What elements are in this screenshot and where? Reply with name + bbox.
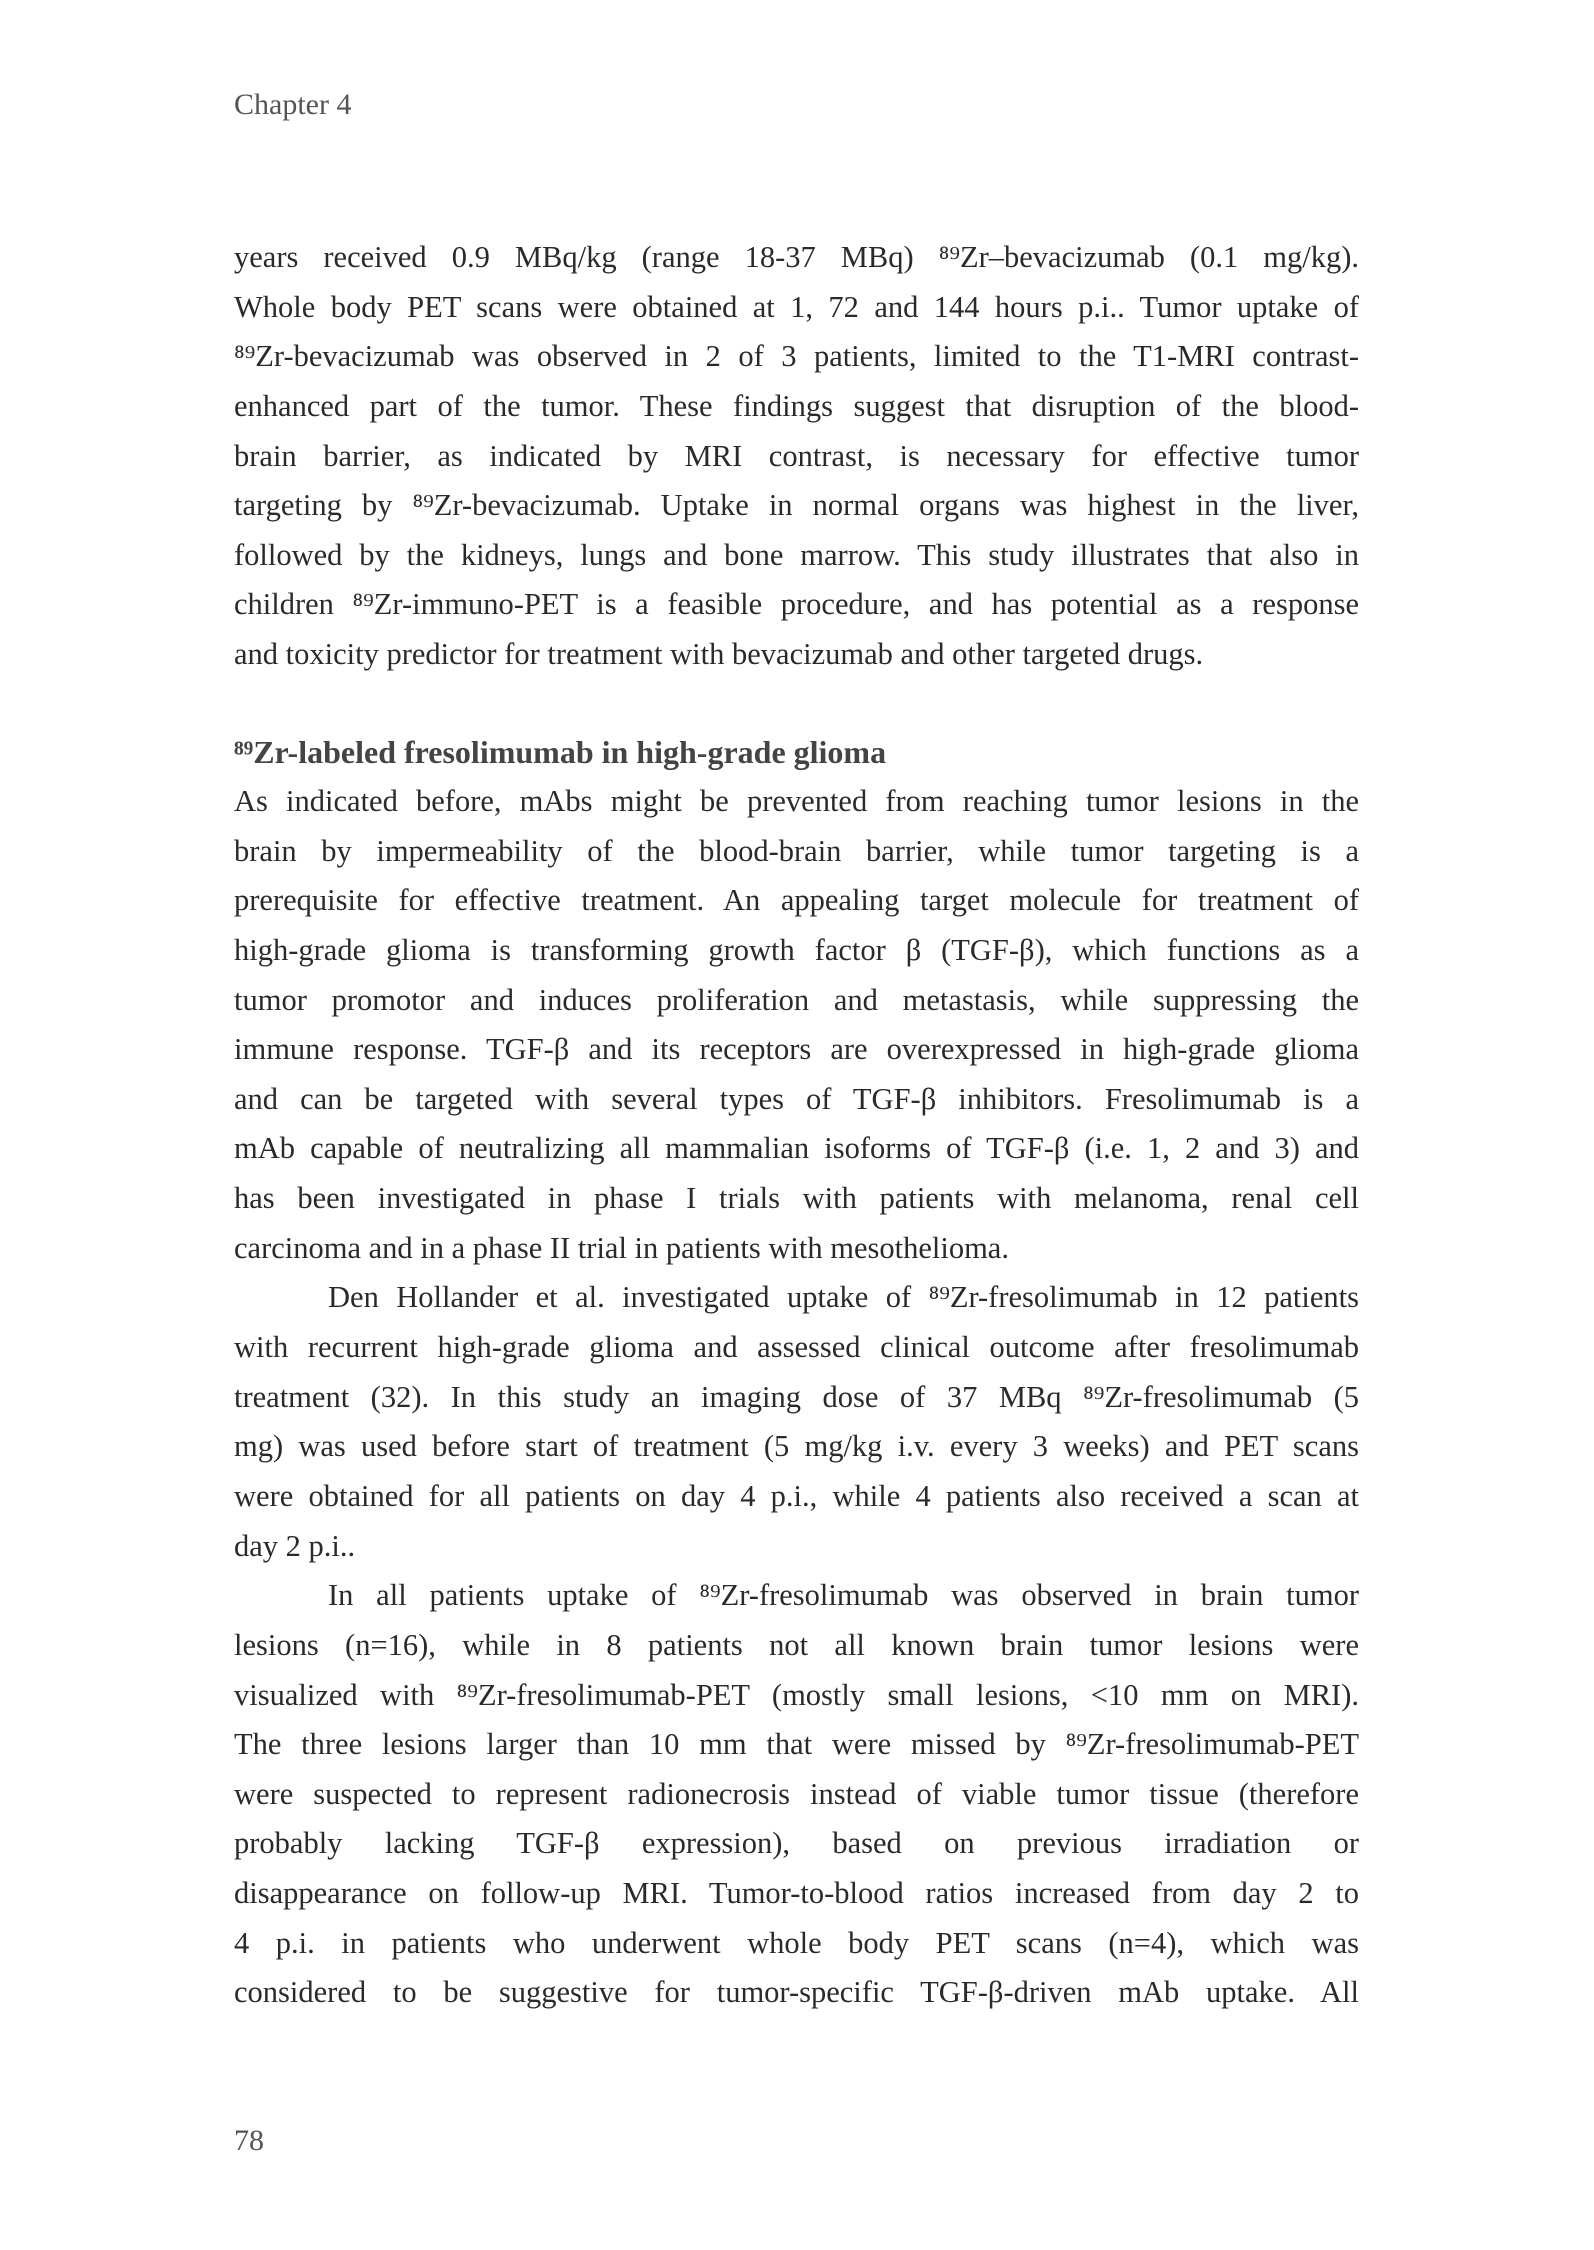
text-line: children ⁸⁹Zr-immuno-PET is a feasible procedure, and has potential as a response — [234, 587, 1359, 622]
text-line: visualized with ⁸⁹Zr-fresolimumab-PET (mostly small lesions, <10 mm on MRI). — [234, 1677, 1359, 1712]
text-line: mg) was used before start of treatment (5 mg/kg i.v. every 3 weeks) and PET scans — [234, 1429, 1359, 1464]
text-line: 4 p.i. in patients who underwent whole body PET scans (n=4), which was — [234, 1925, 1359, 1960]
text-line: considered to be suggestive for tumor-specific TGF-β-driven mAb uptake. All — [234, 1975, 1359, 2010]
text-line: enhanced part of the tumor. These findings suggest that disruption of the blood- — [234, 388, 1359, 423]
text-line: ⁸⁹Zr-bevacizumab was observed in 2 of 3 patients, limited to the T1-MRI contrast- — [234, 339, 1359, 374]
paragraph-bevacizumab-summary — [234, 233, 1359, 680]
text-line: has been investigated in phase I trials with patients with melanoma, renal cell — [234, 1181, 1359, 1216]
page-number: 78 — [234, 2124, 264, 2157]
text-line: with recurrent high-grade glioma and assessed clinical outcome after fresolimumab — [234, 1330, 1359, 1365]
text-line: were suspected to represent radionecrosis instead of viable tumor tissue (therefore — [234, 1776, 1359, 1811]
text-line: disappearance on follow-up MRI. Tumor-to-blood ratios increased from day 2 to — [234, 1876, 1359, 1911]
text-line: mAb capable of neutralizing all mammalian isoforms of TGF-β (i.e. 1, 2 and 3) and — [234, 1131, 1359, 1166]
section-heading: ⁸⁹Zr-labeled fresolimumab in high-grade glioma — [234, 734, 887, 770]
text-line: Whole body PET scans were obtained at 1, 72 and 144 hours p.i.. Tumor uptake of — [234, 289, 1359, 324]
text-line: day 2 p.i.. — [234, 1528, 356, 1563]
text-line: followed by the kidneys, lungs and bone marrow. This study illustrates that also in — [234, 537, 1359, 572]
text-line: lesions (n=16), while in 8 patients not all known brain tumor lesions were — [234, 1627, 1359, 1662]
text-line: targeting by ⁸⁹Zr-bevacizumab. Uptake in normal organs was highest in the liver, — [234, 488, 1359, 523]
text-line: were obtained for all patients on day 4 p.i., while 4 patients also received a scan at — [234, 1478, 1359, 1513]
text-line: prerequisite for effective treatment. An appealing target molecule for treatment of — [234, 883, 1359, 918]
text-line: and can be targeted with several types of TGF-β inhibitors. Fresolimumab is a — [234, 1081, 1359, 1116]
text-line: Den Hollander et al. investigated uptake of ⁸⁹Zr-fresolimumab in 12 patients — [328, 1280, 1359, 1315]
text-line: brain by impermeability of the blood-brain barrier, while tumor targeting is a — [234, 833, 1359, 868]
text-line: treatment (32). In this study an imaging dose of 37 MBq ⁸⁹Zr-fresolimumab (5 — [234, 1379, 1359, 1414]
section-body — [234, 777, 1359, 2018]
text-line: brain barrier, as indicated by MRI contrast, is necessary for effective tumor — [234, 438, 1359, 473]
text-line: The three lesions larger than 10 mm that were missed by ⁸⁹Zr-fresolimumab-PET — [234, 1727, 1359, 1762]
text-line: and toxicity predictor for treatment with bevacizumab and other targeted drugs. — [234, 637, 1204, 672]
text-line: carcinoma and in a phase II trial in patients with mesothelioma. — [234, 1230, 1009, 1265]
text-line: years received 0.9 MBq/kg (range 18-37 MBq) ⁸⁹Zr–bevacizumab (0.1 mg/kg). — [234, 240, 1359, 274]
text-line: As indicated before, mAbs might be prevented from reaching tumor lesions in the — [234, 784, 1359, 818]
running-head: Chapter 4 — [234, 88, 352, 121]
text-line: tumor promotor and induces proliferation and metastasis, while suppressing the — [234, 982, 1359, 1017]
text-line: high-grade glioma is transforming growth factor β (TGF-β), which functions as a — [234, 932, 1359, 967]
text-line: probably lacking TGF-β expression), based on previous irradiation or — [234, 1826, 1359, 1861]
text-line: In all patients uptake of ⁸⁹Zr-fresolimumab was observed in brain tumor — [328, 1578, 1359, 1613]
text-line: immune response. TGF-β and its receptors are overexpressed in high-grade glioma — [234, 1032, 1359, 1067]
